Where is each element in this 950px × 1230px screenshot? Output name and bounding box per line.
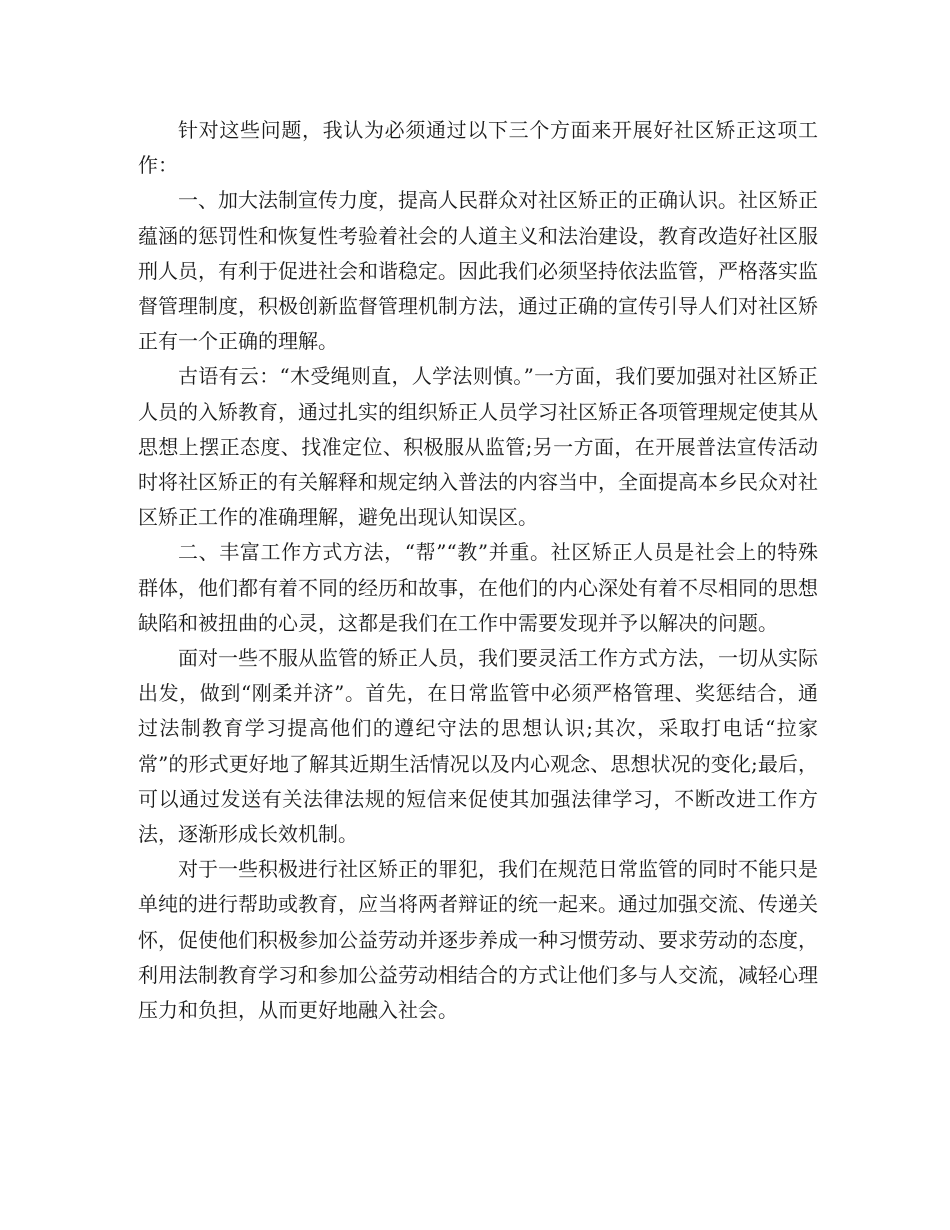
- paragraph-noncompliant: 面对一些不服从监管的矫正人员，我们要灵活工作方式方法，一切从实际出发，做到“刚柔并济”。首先，在日常监管中必须严格管理、奖惩结合，通过法制教育学习提高他们的遵纪守法的思想认识;其次，采取打电话“拉家常”的形式更好地了解其近期生活情况以及内心观念、思想状况的变化;最后，可以通过发送有关法律法规的短信来促使其加强法律学习，不断改进工作方法，逐渐形成长效机制。: [138, 646, 818, 847]
- paragraph-point-one: 一、加大法制宣传力度，提高人民群众对社区矫正的正确认识。社区矫正蕴涵的惩罚性和恢复性考验着社会的人道主义和法治建设，教育改造好社区服刑人员，有利于促进社会和谐稳定。因此我们必须坚持依法监管，严格落实监督管理制度，积极创新监督管理机制方法，通过正确的宣传引导人们对社区矫正有一个正确的理解。: [138, 188, 818, 354]
- paragraph-compliant: 对于一些积极进行社区矫正的罪犯，我们在规范日常监管的同时不能只是单纯的进行帮助或教育，应当将两者辩证的统一起来。通过加强交流、传递关怀，促使他们积极参加公益劳动并逐步养成一种习惯劳动、要求劳动的态度，利用法制教育学习和参加公益劳动相结合的方式让他们多与人交流，减轻心理压力和负担，从而更好地融入社会。: [138, 857, 818, 1023]
- document-body: [138, 113, 818, 1028]
- paragraph-intro: 针对这些问题，我认为必须通过以下三个方面来开展好社区矫正这项工作：: [138, 118, 818, 178]
- paragraph-quote: 古语有云：“木受绳则直，人学法则慎。”一方面，我们要加强对社区矫正人员的入矫教育，通过扎实的组织矫正人员学习社区矫正各项管理规定使其从思想上摆正态度、找准定位、积极服从监管;另一方面，在开展普法宣传活动时将社区矫正的有关解释和规定纳入普法的内容当中，全面提高本乡民众对社区矫正工作的准确理解，避免出现认知误区。: [138, 364, 818, 530]
- paragraph-point-two: 二、丰富工作方式方法，“帮”“教”并重。社区矫正人员是社会上的特殊群体，他们都有着不同的经历和故事，在他们的内心深处有着不尽相同的思想缺陷和被扭曲的心灵，这都是我们在工作中需要发现并予以解决的问题。: [138, 540, 818, 635]
